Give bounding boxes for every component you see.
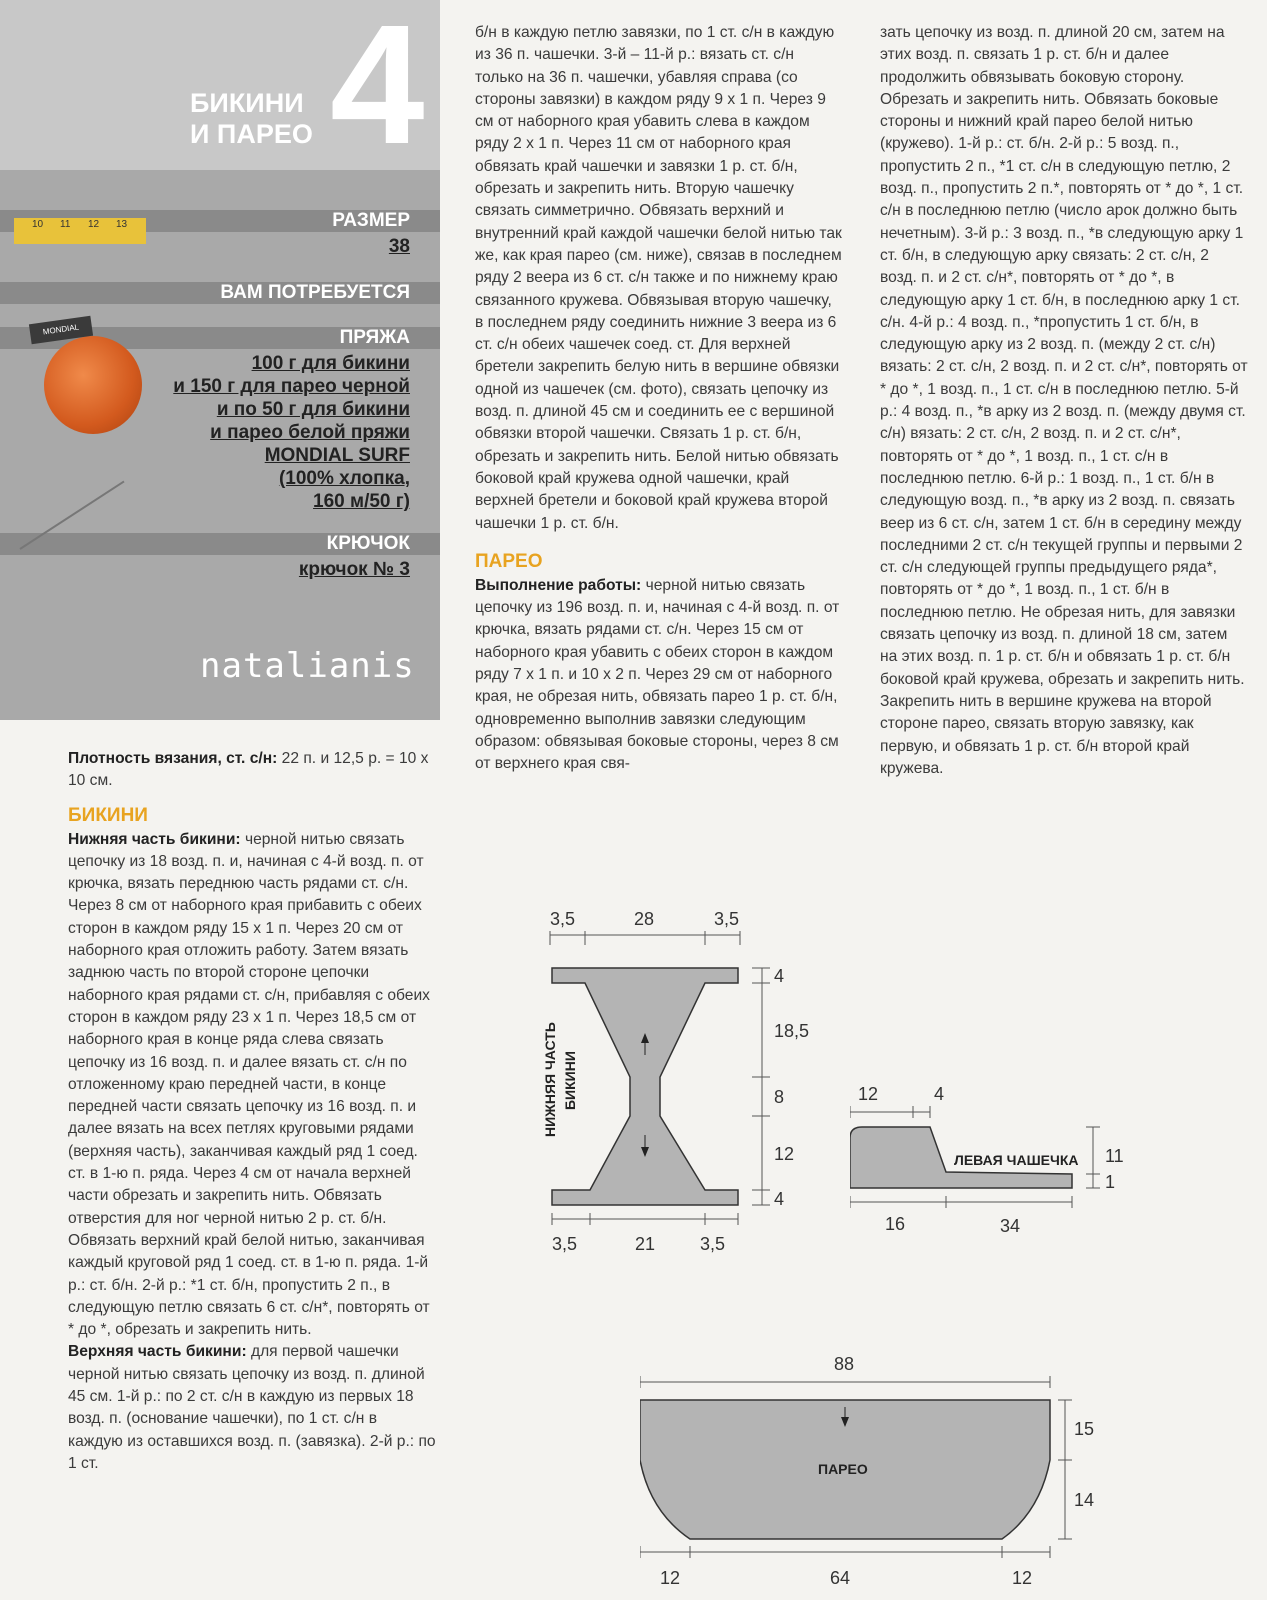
dim-side-5: 4 [774, 1189, 785, 1209]
dim-side-4: 12 [774, 1144, 795, 1164]
column-2 [475, 22, 843, 776]
left-cup-diagram [850, 1082, 1160, 1242]
dim-side-2: 18,5 [774, 1021, 810, 1041]
ruler-icon: 10 11 12 13 [14, 218, 146, 244]
pareo-dim-bottom-3: 12 [1012, 1568, 1033, 1588]
cup-dim-top-2: 4 [934, 1084, 945, 1104]
bottom-paragraph: Нижняя часть бикини: черной нитью связать цепочку из 18 возд. п. и, начиная с 4-й возд. п. от крючка, вязать переднюю часть рядами ст. с/н. Через 8 см от наборного края прибавить с обеих сторон в каждом ряду 15 х 1 п. Через 20 см от наборного края отложить работу. Затем вязать заднюю часть по второй стороне цепочки наборного края рядами ст. с/н, прибавляя с обеих сторон в каждом ряду 23 х 1 п. Через 18,5 см от наборного края в конце ряда слева связать цепочку из 16 возд. п. и далее вязать ст. с/н по отложенному краю передней части, в конце передней части связать цепочку из 16 возд. п. и далее вязать на всех петлях круговыми рядами (верхняя часть), заканчивая каждый ряд 1 соед. ст. в 1-ю п. ряда. Через 4 см от начала верхней части обрезать и закрепить нить. Обвязать отверстия для ног черной нитью 2 р. ст. б/н. Обвязать верхний край белой нитью, заканчивая каждый круговой ряд 1 соед. ст. в 1-ю п. ряда. 1-й р.: ст. б/н. 2-й р.: *1 ст. б/н, пропустить 2 п., в следующую петлю связать 6 ст. с/н*, повторять от * до *, обрезать и закрепить нить. [68, 830, 430, 1339]
cup-dim-bottom-1: 16 [885, 1214, 906, 1234]
bikini-heading: БИКИНИ [68, 804, 148, 826]
column-1 [68, 748, 436, 1475]
yarn-label: ПРЯЖА [339, 327, 410, 348]
hook-label: КРЮЧОК [326, 533, 410, 554]
dim-bottom-mid: 21 [635, 1234, 656, 1254]
pareo-dim-bottom-1: 12 [660, 1568, 681, 1588]
cup-dim-bottom-2: 34 [1000, 1216, 1021, 1236]
pareo-dim-side-1: 15 [1074, 1419, 1095, 1439]
dim-bottom-right: 3,5 [700, 1234, 726, 1254]
dim-top-right: 3,5 [714, 909, 740, 929]
dim-bottom-left: 3,5 [552, 1234, 578, 1254]
pareo-label: ПАРЕО [818, 1461, 868, 1477]
pareo-dim-side-2: 14 [1074, 1490, 1095, 1510]
pattern-number: 4 [330, 0, 425, 180]
pareo-dim-bottom-2: 64 [830, 1568, 851, 1588]
density-paragraph: Плотность вязания, ст. с/н: 22 п. и 12,5 р. = 10 х 10 см. [68, 750, 429, 790]
pareo-paragraph: Выполнение работы: черной нитью связать цепочку из 196 возд. п. и, начиная с 4-й возд. п. от крючка, вязать рядами ст. с/н. Через 15 см от наборного края убавить с обеих сторон в каждом ряду 7 х 1 п. и 10 х 2 п. Через 29 см от наборного края, не обрезая нить, обвязать парео 1 р. ст. б/н, одновременно выполнив завязки следующим образом: обвязывая боковые стороны, через 8 см от верхнего края свя- [475, 576, 840, 773]
dim-side-1: 4 [774, 966, 785, 986]
bikini-bottom-diagram [530, 905, 810, 1275]
size-value: 38 [388, 236, 410, 257]
dim-top-mid: 28 [634, 909, 655, 929]
pareo-dim-top: 88 [834, 1354, 855, 1374]
cup-paragraph: б/н в каждую петлю завязки, по 1 ст. с/н в каждую из 36 п. чашечки. 3-й – 11-й р.: вязать ст. с/н только на 36 п. чашечки, убавляя справа (со стороны завязки) в каждом ряду 9 х 1 п. Через 9 см от наборного края убавить слева в каждом ряду 2 х 1 п. Через 11 см от наборного края обвязать край чашечки и завязки 1 р. ст. б/н, обрезать и закрепить нить. Вторую чашечку связать симметрично. Обвязать верхний и внутренний край каждой чашечки белой нитью так же, как края парео (см. ниже), связав в последнем ряду 2 веера из 6 ст. с/н также и по нижнему краю связанного кружева. Обвязывая вторую чашечку, в последнем ряду соединить нижние 3 веера из 6 ст. с/н обеих чашечек соед. ст. Для верхней бретели закрепить белую нить в вершине обвязки одной из чашечек (см. фото), связать цепочку из возд. п. длиной 45 см и соединить ее с вершиной обвязки второй чашечки. Связать 1 р. ст. б/н, обрезать и закрепить нить. Белой нитью обвязать боковой край кружева одной чашечки, край верхней бретели и боковой край кружева второй чашечки 1 р. ст. б/н. [475, 24, 842, 532]
cup-label: ЛЕВАЯ ЧАШЕЧКА [954, 1152, 1079, 1168]
cup-dim-top-1: 12 [858, 1084, 879, 1104]
pareo-diagram [640, 1352, 1140, 1597]
yarn-ball-label: MONDIAL [29, 316, 93, 344]
yarn-lines: 100 г для бикини и 150 г для парео черной и по 50 г для бикини и парео белой пряжи MONDIAL SURF (100% хлопка, 160 м/50 г) [173, 353, 410, 512]
header-panel [0, 0, 440, 720]
bikini-bottom-shape [552, 968, 738, 1205]
column-3 [880, 22, 1248, 780]
pareo-heading: ПАРЕО [475, 550, 543, 572]
dim-top-left: 3,5 [550, 909, 576, 929]
lace-paragraph: зать цепочку из возд. п. длиной 20 см, затем на этих возд. п. связать 1 р. ст. б/н и далее продолжить обвязывать боковую сторону. Обрезать и закрепить нить. Обвязать боковые стороны и нижний край парео белой нитью (кружево). 1-й р.: ст. б/н. 2-й р.: 5 возд. п., пропустить 2 п., *1 ст. с/н в следующую петлю, 2 возд. п., пропустить 2 п.*, повторять от * до *, 1 ст. с/н в последнюю петлю (число арок должно быть нечетным). 3-й р.: 3 возд. п., *в следующую арку 1 ст. б/н, в следующую арку связать: 2 ст. с/н, 2 возд. п. и 2 ст. с/н*, повторять от * до *, в следующую арку 1 ст. б/н, в последнюю арку 1 ст. с/н. 4-й р.: 4 возд. п., *пропустить 1 ст. б/н, в следующую арку из 2 возд. п. (между 2 ст. с/н) вязать: 2 ст. с/н, 2 возд. п. и 2 ст. с/н*, повторять от * до *, 1 возд. п., 1 ст. с/н в последнюю петлю. 5-й р.: 4 возд. п., *в арку из 2 возд. п. (между двумя ст. с/н) вязать: 2 ст. с/н, 2 возд. п. и 2 ст. с/н*, повторять от * до *, 1 возд. п., 1 ст. с/н в последнюю петлю. 6-й р.: 1 возд. п., 1 ст. б/н в следующую возд. п., *в арку из 2 возд. п. связать веер из 6 ст. с/н, затем 1 ст. б/н в середину между последними 2 ст. с/н текущей группы и первыми 2 ст. с/н следующей группы предыдущего ряда*, повторять от * до *, 1 возд. п., 1 ст. б/н в последнюю петлю. Не обрезая нить, для завязки связать цепочку из возд. п. длиной 18 см, затем на этих возд. п. 1 р. ст. б/н и обвязать 1 р. ст. б/н боковой край кружева, обрезать и закрепить нить. Закрепить нить в вершине кружева на второй стороне парео, связать вторую завязку, как первую, и обвязать 1 р. ст. б/н второй край кружева. [880, 24, 1248, 777]
brand-watermark: natalianis [200, 646, 415, 686]
yarn-ball-icon [44, 336, 142, 434]
cup-dim-side-1: 11 [1105, 1146, 1124, 1166]
bikini-label-1: НИЖНЯЯ ЧАСТЬ [542, 1022, 558, 1137]
need-label: ВАМ ПОТРЕБУЕТСЯ [220, 282, 410, 303]
cup-dim-side-2: 1 [1105, 1172, 1116, 1192]
page-title: БИКИНИ И ПАРЕО [190, 88, 313, 149]
hook-value: крючок № 3 [298, 559, 410, 580]
size-label: РАЗМЕР [332, 210, 410, 231]
top-paragraph: Верхняя часть бикини: для первой чашечки черной нитью связать цепочку из возд. п. длиной 45 см. 1-й р.: по 2 ст. с/н в каждую из первых 18 возд. п. (основание чашечки), по 1 ст. с/н в каждую из оставшихся возд. п. (завязка). 2-й р.: по 1 ст. [68, 1343, 436, 1472]
dim-side-3: 8 [774, 1087, 785, 1107]
bikini-label-2: БИКИНИ [562, 1051, 578, 1110]
